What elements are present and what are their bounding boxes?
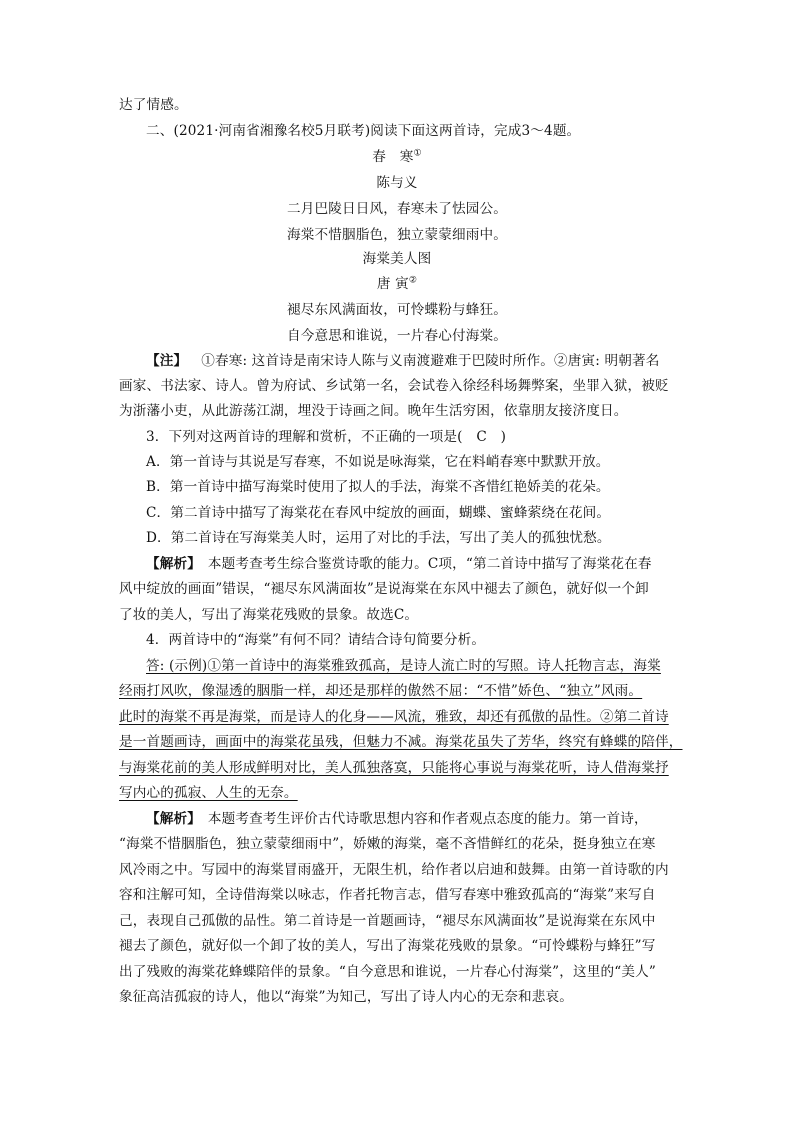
poem2-verse-2: 自今意思和谁说，一片春心付海棠。 [287, 328, 507, 344]
analysis-3-line-3: 了妆的美人，写出了海棠花残败的景象。故选C。 [119, 607, 419, 623]
poem2-footnote-mark: ② [408, 275, 418, 286]
poem2-author-text: 唐 寅 [376, 276, 409, 292]
note-line-2: 画家、书法家、诗人。曾为府试、乡试第一名，会试卷入徐经科场舞弊案，坐罪入狱，被贬 [119, 378, 669, 394]
answer-4-line-3: 此时的海棠不再是海棠，而是诗人的化身——风流，雅致，却还有孤傲的品性。②第二首诗 [119, 709, 669, 725]
text-line-continuation: 达了情感。 [119, 97, 188, 113]
question-3-option-d: D．第二首诗在写海棠美人时，运用了对比的手法，写出了美人的孤独忧愁。 [146, 530, 611, 546]
analysis-4-line-1 [146, 810, 648, 828]
analysis-4-line-3: 风冷雨之中。写园中的海棠冒雨盛开，无限生机，给作者以启迪和鼓舞。由第一首诗歌的内 [119, 862, 669, 878]
analysis-4-line-5: 己，表现自己孤傲的品性。第二首诗是一首题画诗，“褪尽东风满面妆”是说海棠在东风中 [119, 913, 656, 929]
section-heading: 二、(2021·河南省湘豫名校5月联考)阅读下面这两首诗，完成3～4题。 [146, 123, 581, 139]
analysis-3-line-1 [146, 555, 652, 573]
analysis-4-text-1: 本题考查考生评价古代诗歌思想内容和作者观点态度的能力。第一首诗， [194, 811, 648, 827]
analysis-4-line-4: 容和注解可知，全诗借海棠以咏志，作者托物言志，借写春寒中雅致孤高的“海棠”来写自 [119, 887, 656, 903]
analysis-3-text-1: 本题考查考生综合鉴赏诗歌的能力。C项，“第二首诗中描写了海棠花在春 [194, 556, 652, 572]
poem1-footnote-mark: ① [413, 148, 422, 159]
question-3-option-b: B．第一首诗中描写海棠时使用了拟人的手法，海棠不吝惜红艳娇美的花朵。 [146, 479, 610, 495]
answer-4-line-6: 写内心的孤寂、人生的无奈。 [119, 785, 298, 801]
note-line-3: 为浙藩小吏，从此游荡江湖，埋没于诗画之间。晚年生活穷困，依靠朋友接济度日。 [119, 403, 628, 419]
note-label: 【注】 [146, 353, 188, 369]
question-3: 3．下列对这两首诗的理解和赏析，不正确的一项是( C ) [146, 429, 507, 445]
analysis-3-label: 【解析】 [146, 556, 195, 572]
analysis-4-line-7: 出了残败的海棠花蜂蝶陪伴的景象。“自今意思和谁说，一片春心付海棠”，这里的“美人” [119, 964, 656, 980]
poem1-title-text: 春 寒 [372, 149, 414, 165]
answer-4-line-5: 与海棠花前的美人形成鲜明对比，美人孤独落寞，只能将心事说与海棠花听，诗人借海棠抒 [119, 760, 669, 776]
answer-4-line-2: 经雨打风吹，像湿透的胭脂一样，却还是那样的傲然不屈：“不惜”娇色、“独立”风雨。 [119, 683, 643, 699]
analysis-4-line-8: 象征高洁孤寂的诗人，他以“海棠”为知己，写出了诗人内心的无奈和悲哀。 [119, 989, 573, 1005]
poem2-title: 海棠美人图 [362, 251, 432, 267]
note-line-1 [146, 352, 659, 370]
answer-4-line-4: 是一首题画诗，画面中的海棠花虽残，但魅力不减。海棠花虽失了芳华，终究有蜂蝶的陪伴， [119, 734, 683, 750]
analysis-4-label: 【解析】 [146, 811, 195, 827]
poem2-verse-1: 褪尽东风满面妆，可怜蝶粉与蜂狂。 [287, 302, 507, 318]
analysis-3-line-2: 风中绽放的画面”错误，“褪尽东风满面妆”是说海棠在东风中褪去了颜色，就好似一个卸 [119, 581, 649, 597]
poem2-author [0, 275, 794, 293]
answer-4-line-1: 答: (示例)①第一首诗中的海棠雅致孤高，是诗人流亡时的写照。诗人托物言志，海棠 [146, 658, 661, 674]
analysis-4-line-6: 褪去了颜色，就好似一个卸了妆的美人，写出了海棠花残败的景象。“可怜蝶粉与蜂狂”写 [119, 938, 656, 954]
note-text-1: ①春寒: 这首诗是南宋诗人陈与义南渡避难于巴陵时所作。②唐寅: 明朝著名 [201, 353, 660, 369]
question-3-option-c: C．第二首诗中描写了海棠花在春风中绽放的画面，蝴蝶、蜜蜂萦绕在花间。 [146, 505, 611, 521]
poem1-author: 陈与义 [376, 175, 418, 191]
poem1-verse-1: 二月巴陵日日风，春寒未了怯园公。 [287, 201, 507, 217]
poem1-title [0, 148, 794, 166]
poem1-verse-2: 海棠不惜胭脂色，独立蒙蒙细雨中。 [287, 227, 507, 243]
analysis-4-line-2: “海棠不惜胭脂色，独立蒙蒙细雨中”，娇嫩的海棠，毫不吝惜鲜红的花朵，挺身独立在寒 [119, 836, 656, 852]
question-3-option-a: A．第一首诗与其说是写春寒，不如说是咏海棠，它在料峭春寒中默默开放。 [146, 454, 610, 470]
question-4: 4．两首诗中的“海棠”有何不同？请结合诗句简要分析。 [146, 632, 486, 648]
